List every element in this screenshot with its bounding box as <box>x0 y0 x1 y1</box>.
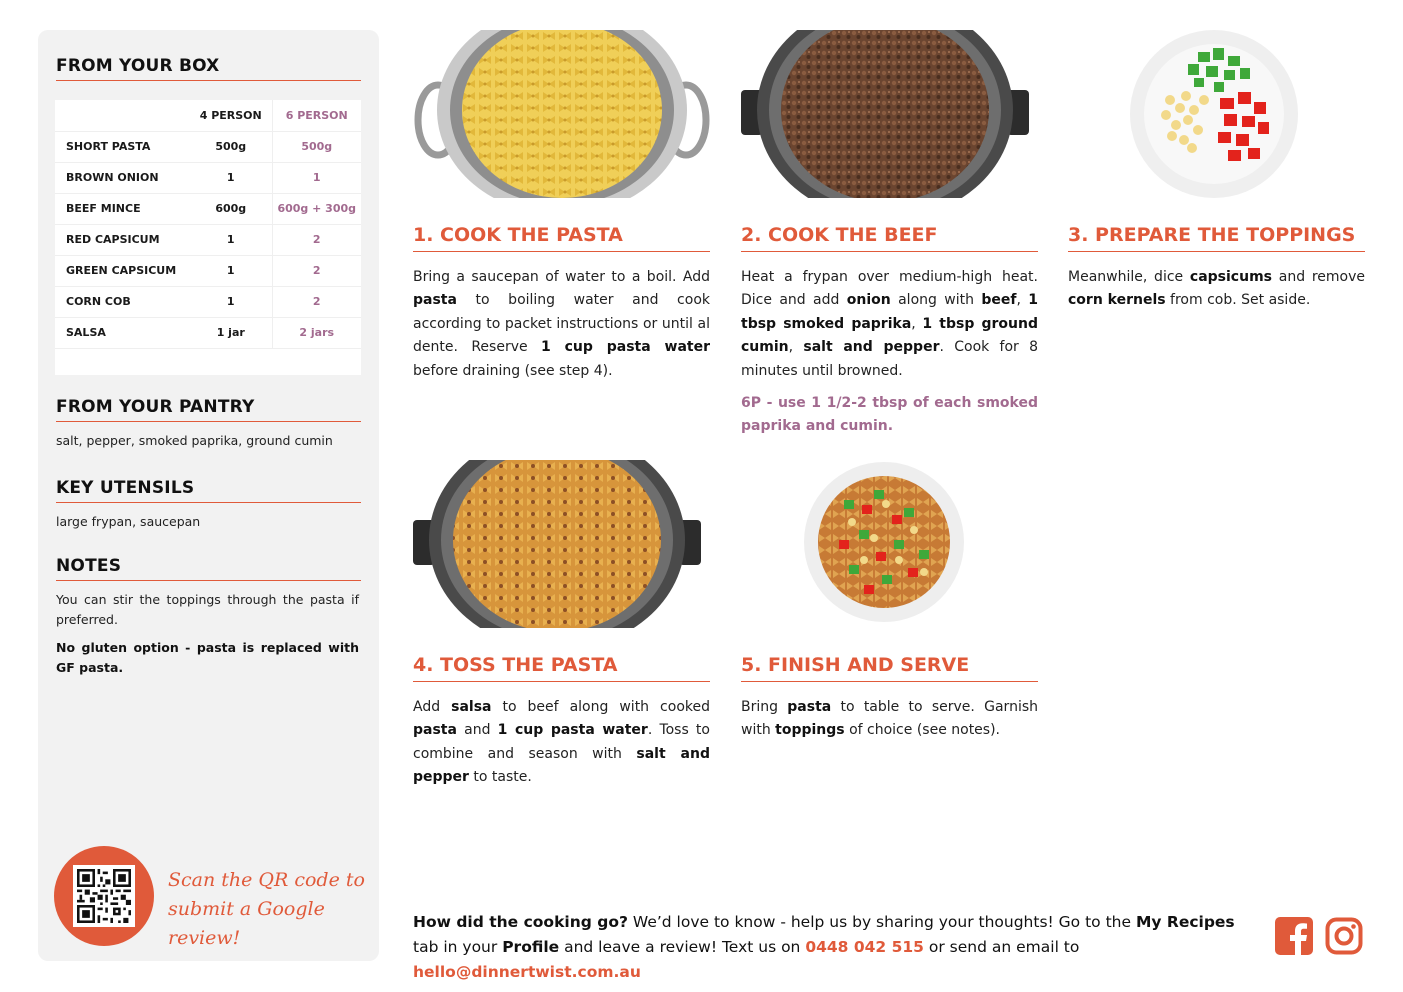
phone-link[interactable]: 0448 042 515 <box>805 938 924 956</box>
step-5-title: 5. FINISH AND SERVE <box>741 654 1038 682</box>
key-utensils-heading: KEY UTENSILS <box>56 478 361 503</box>
ingredient-name: BEEF MINCE <box>55 193 190 224</box>
notes-heading: NOTES <box>56 556 361 581</box>
table-row <box>55 255 361 286</box>
qty-4: 1 <box>190 162 272 193</box>
qr-code-icon[interactable] <box>73 865 135 927</box>
qty-4: 1 <box>190 224 272 255</box>
step-1-title: 1. COOK THE PASTA <box>413 224 710 252</box>
table-row <box>55 162 361 193</box>
qty-4: 1 jar <box>190 317 272 348</box>
step-3-body: Meanwhile, dice capsicums and remove corn kernels from cob. Set aside. <box>1068 269 1365 309</box>
step-4-title: 4. TOSS THE PASTA <box>413 654 710 682</box>
qty-6: 2 jars <box>272 317 361 348</box>
instagram-icon[interactable] <box>1325 917 1363 955</box>
qty-4: 1 <box>190 255 272 286</box>
ingredient-name: BROWN ONION <box>55 162 190 193</box>
ingredients-sidebar <box>38 30 379 961</box>
photo-toppings-plate <box>1128 30 1300 198</box>
email-link[interactable]: hello@dinnertwist.com.au <box>413 963 641 981</box>
photo-beef-frypan <box>741 30 1029 198</box>
qty-4: 500g <box>190 131 272 162</box>
from-your-box-heading: FROM YOUR BOX <box>56 56 361 81</box>
review-footer: How did the cooking go? We’d love to know - help us by sharing your thoughts! Go to the My Recipes tab in your Profile and leave a review! Text us on 0448 042 515 or send an email to hello@dinnertwist.com.au <box>413 913 1235 981</box>
step-1-body: Bring a saucepan of water to a boil. Add pasta to boiling water and cook according to packet instructions or until al dente. Reserve 1 cup pasta water before draining (see step 4). <box>413 269 710 379</box>
table-row <box>55 317 361 348</box>
notes-gluten-text: No gluten option - pasta is replaced with GF pasta. <box>56 640 359 675</box>
photo-pasta-saucepan <box>413 30 711 198</box>
step-5-body: Bring pasta to table to serve. Garnish with toppings of choice (see notes). <box>741 699 1038 739</box>
facebook-icon[interactable] <box>1275 917 1313 955</box>
ingredient-name: RED CAPSICUM <box>55 224 190 255</box>
qr-badge[interactable] <box>54 846 154 946</box>
step-2-body: Heat a frypan over medium-high heat. Dice and add onion along with beef, 1 tbsp smoked paprika, 1 tbsp ground cumin, salt and pepper. Cook for 8 minutes until browned. <box>741 269 1038 379</box>
ingredients-table <box>55 100 361 375</box>
table-row <box>55 193 361 224</box>
qty-4: 600g <box>190 193 272 224</box>
qty-6: 1 <box>272 162 361 193</box>
table-row <box>55 224 361 255</box>
step-3-title: 3. PREPARE THE TOPPINGS <box>1068 224 1365 252</box>
photo-plated-dish <box>804 460 964 628</box>
notes-text: You can stir the toppings through the pasta if preferred. <box>56 592 359 627</box>
ingredient-name: SHORT PASTA <box>55 131 190 162</box>
table-row <box>55 131 361 162</box>
photo-tossed-pasta <box>413 460 701 628</box>
qty-6: 500g <box>272 131 361 162</box>
header-4-person: 4 PERSON <box>190 100 272 131</box>
ingredient-name: CORN COB <box>55 286 190 317</box>
ingredient-name: SALSA <box>55 317 190 348</box>
qty-6: 2 <box>272 255 361 286</box>
step-2-title: 2. COOK THE BEEF <box>741 224 1038 252</box>
step-4-body: Add salsa to beef along with cooked pasta and 1 cup pasta water. Toss to combine and season with salt and pepper to taste. <box>413 699 710 786</box>
qty-6: 600g + 300g <box>272 193 361 224</box>
qty-6: 2 <box>272 286 361 317</box>
ingredient-name: GREEN CAPSICUM <box>55 255 190 286</box>
qr-caption: Scan the QR code to submit a Google review! <box>168 869 365 949</box>
header-6-person: 6 PERSON <box>272 100 361 131</box>
table-row <box>55 286 361 317</box>
utensils-text: large frypan, saucepan <box>56 514 201 529</box>
table-header-row <box>55 100 361 131</box>
qty-6: 2 <box>272 224 361 255</box>
qty-4: 1 <box>190 286 272 317</box>
from-your-pantry-heading: FROM YOUR PANTRY <box>56 397 361 422</box>
pantry-text: salt, pepper, smoked paprika, ground cumin <box>56 433 333 448</box>
step-2-six-person-note: 6P - use 1 1/2-2 tbsp of each smoked paprika and cumin. <box>741 395 1038 435</box>
